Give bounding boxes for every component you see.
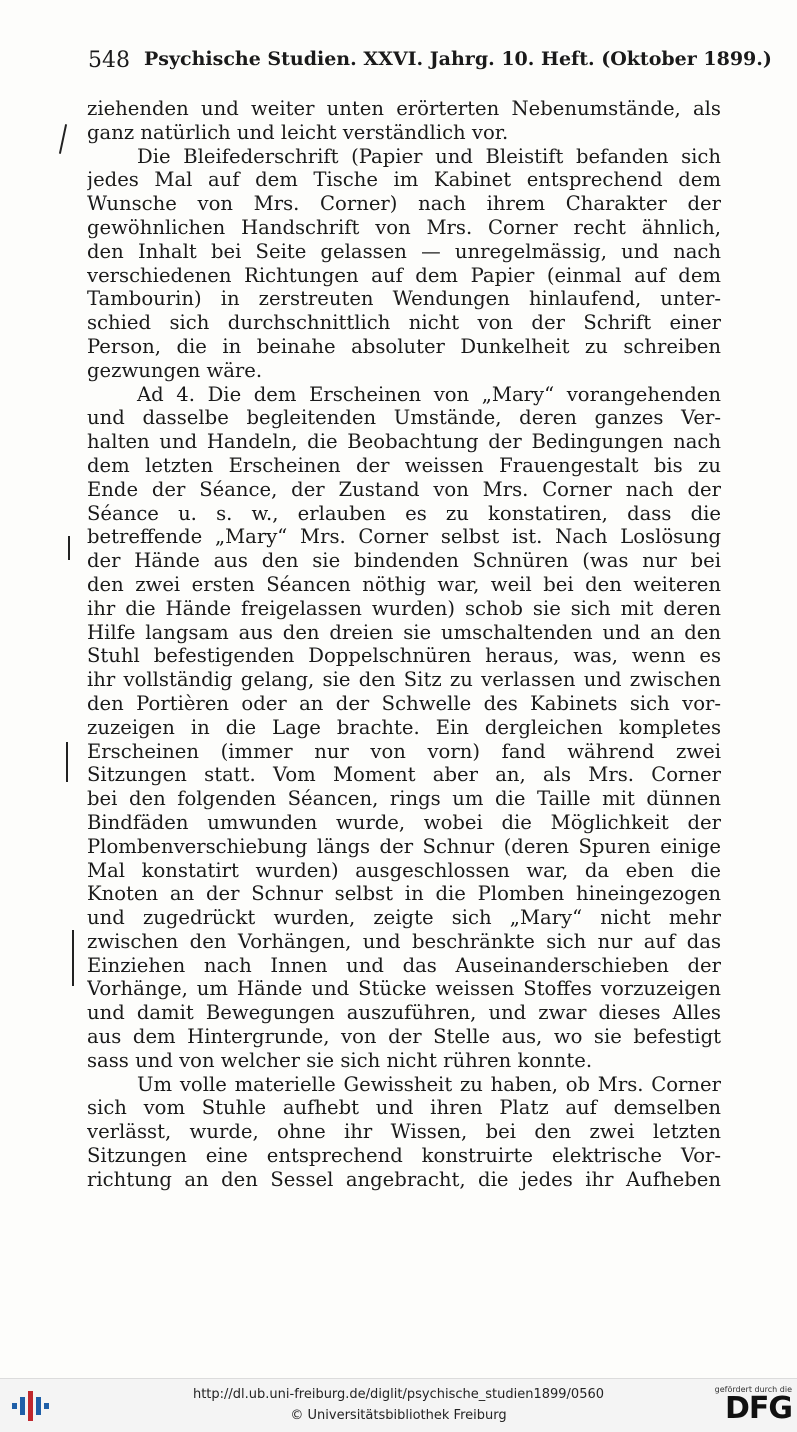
text-line: betreffende „Mary“ Mrs. Corner selbst ist. Nach Loslösung [87,525,721,549]
dfg-funding-note: gefördert durch die [714,1385,792,1394]
margin-pencil-mark [66,742,68,782]
dfg-logo [700,1385,792,1429]
text-line: Sitzungen eine entsprechend konstruirte elektrische Vor- [87,1144,721,1168]
text-line: sich vom Stuhle aufhebt und ihren Platz auf demselben [87,1096,721,1120]
text-line: Hilfe langsam aus den dreien sie umschaltenden und an den [87,620,721,644]
text-line: Vorhänge, um Hände und Stücke weissen Stoffes vorzuzeigen [87,977,721,1001]
text-line: Stuhl befestigenden Doppelschnüren heraus, was, wenn es [87,644,721,668]
text-line: ihr vollständig gelang, sie den Sitz zu verlassen und zwischen [87,668,721,692]
text-line: gewöhnlichen Handschrift von Mrs. Corner recht ähnlich, [87,215,721,239]
dfg-logo-text: DFG [724,1391,792,1426]
text-line: Ende der Séance, der Zustand von Mrs. Corner nach der [87,477,721,501]
margin-pencil-mark [72,930,74,986]
text-line: Tambourin) in zerstreuten Wendungen hinlaufend, unter- [87,287,721,311]
text-line: und zugedrückt wurden, zeigte sich „Mary“ nicht mehr [87,906,721,930]
margin-pencil-mark [59,124,67,154]
text-line: bei den folgenden Séancen, rings um die Taille mit dünnen [87,787,721,811]
text-line: zuzeigen in die Lage brachte. Ein dergleichen kompletes [87,715,721,739]
text-line: Wunsche von Mrs. Corner) nach ihrem Charakter der [87,192,721,216]
text-line: Séance u. s. w., erlauben es zu konstatiren, dass die [87,501,721,525]
text-line: Erscheinen (immer nur von vorn) fand während zwei [87,739,721,763]
text-line: Person, die in beinahe absoluter Dunkelheit zu schreiben [87,334,721,358]
text-line: Einziehen nach Innen und das Auseinanderschieben der [87,953,721,977]
text-line: der Hände aus den sie bindenden Schnüren (was nur bei [87,549,721,573]
page-number: 548 [88,48,130,73]
text-line: sass und von welcher sie sich nicht rühren konnte. [87,1048,593,1072]
text-line: Ad 4. Die dem Erscheinen von „Mary“ vorangehenden [137,382,721,406]
text-line: aus dem Hintergrunde, von der Stelle aus, wo sie befestigt [87,1025,721,1049]
document-url-link[interactable]: http://dl.ub.uni-freiburg.de/diglit/psychische_studien1899/0560 [192,1387,605,1402]
text-line: jedes Mal auf dem Tische im Kabinet entsprechend dem [87,168,721,192]
copyright-notice: © Universitätsbibliothek Freiburg [290,1408,507,1423]
text-line: schied sich durchschnittlich nicht von der Schrift einer [87,311,721,335]
text-line: ziehenden und weiter unten erörterten Nebenumstände, als [87,97,721,120]
page-header [88,48,772,73]
running-title: Psychische Studien. XXVI. Jahrg. 10. Heft. (Oktober 1899.) [144,48,772,70]
text-line: verschiedenen Richtungen auf dem Papier (einmal auf dem [87,263,721,287]
text-line: Mal konstatirt wurden) ausgeschlossen war, da eben die [87,858,721,882]
text-line: ganz natürlich und leicht verständlich vor. [87,120,509,144]
text-line: den zwei ersten Séancen nöthig war, weil bei den weiteren [87,572,721,596]
text-line: verlässt, wurde, ohne ihr Wissen, bei den zwei letzten [87,1120,721,1144]
text-line: den Inhalt bei Seite gelassen — unregelmässig, und nach [87,239,721,263]
text-line: zwischen den Vorhängen, und beschränkte sich nur auf das [87,929,721,953]
text-line: den Portièren oder an der Schwelle des Kabinets sich vor- [87,691,721,715]
body-text [87,97,721,1192]
text-line: Um volle materielle Gewissheit zu haben, ob Mrs. Corner [137,1072,721,1096]
text-line: und dasselbe begleitenden Umstände, deren ganzes Ver- [87,406,721,430]
text-line: halten und Handeln, die Beobachtung der Bedingungen nach [87,430,721,454]
text-line: und damit Bewegungen auszuführen, und zwar dieses Alles [87,1001,721,1025]
text-line: Bindfäden umwunden wurde, wobei die Möglichkeit der [87,810,721,834]
text-line: Knoten an der Schnur selbst in die Plomben hineingezogen [87,882,721,906]
margin-pencil-mark [68,536,70,560]
text-line: Sitzungen statt. Vom Moment aber an, als Mrs. Corner [87,763,721,787]
text-line: dem letzten Erscheinen der weissen Frauengestalt bis zu [87,453,721,477]
text-line: Plombenverschiebung längs der Schnur (deren Spuren einige [87,834,721,858]
text-line: Die Bleifederschrift (Papier und Bleistift befanden sich [137,144,721,168]
text-line: gezwungen wäre. [87,358,263,382]
viewer-footer [0,1378,797,1432]
text-line: ihr die Hände freigelassen wurden) schob sie sich mit deren [87,596,721,620]
text-line: richtung an den Sessel angebracht, die jedes ihr Aufheben [87,1167,721,1191]
